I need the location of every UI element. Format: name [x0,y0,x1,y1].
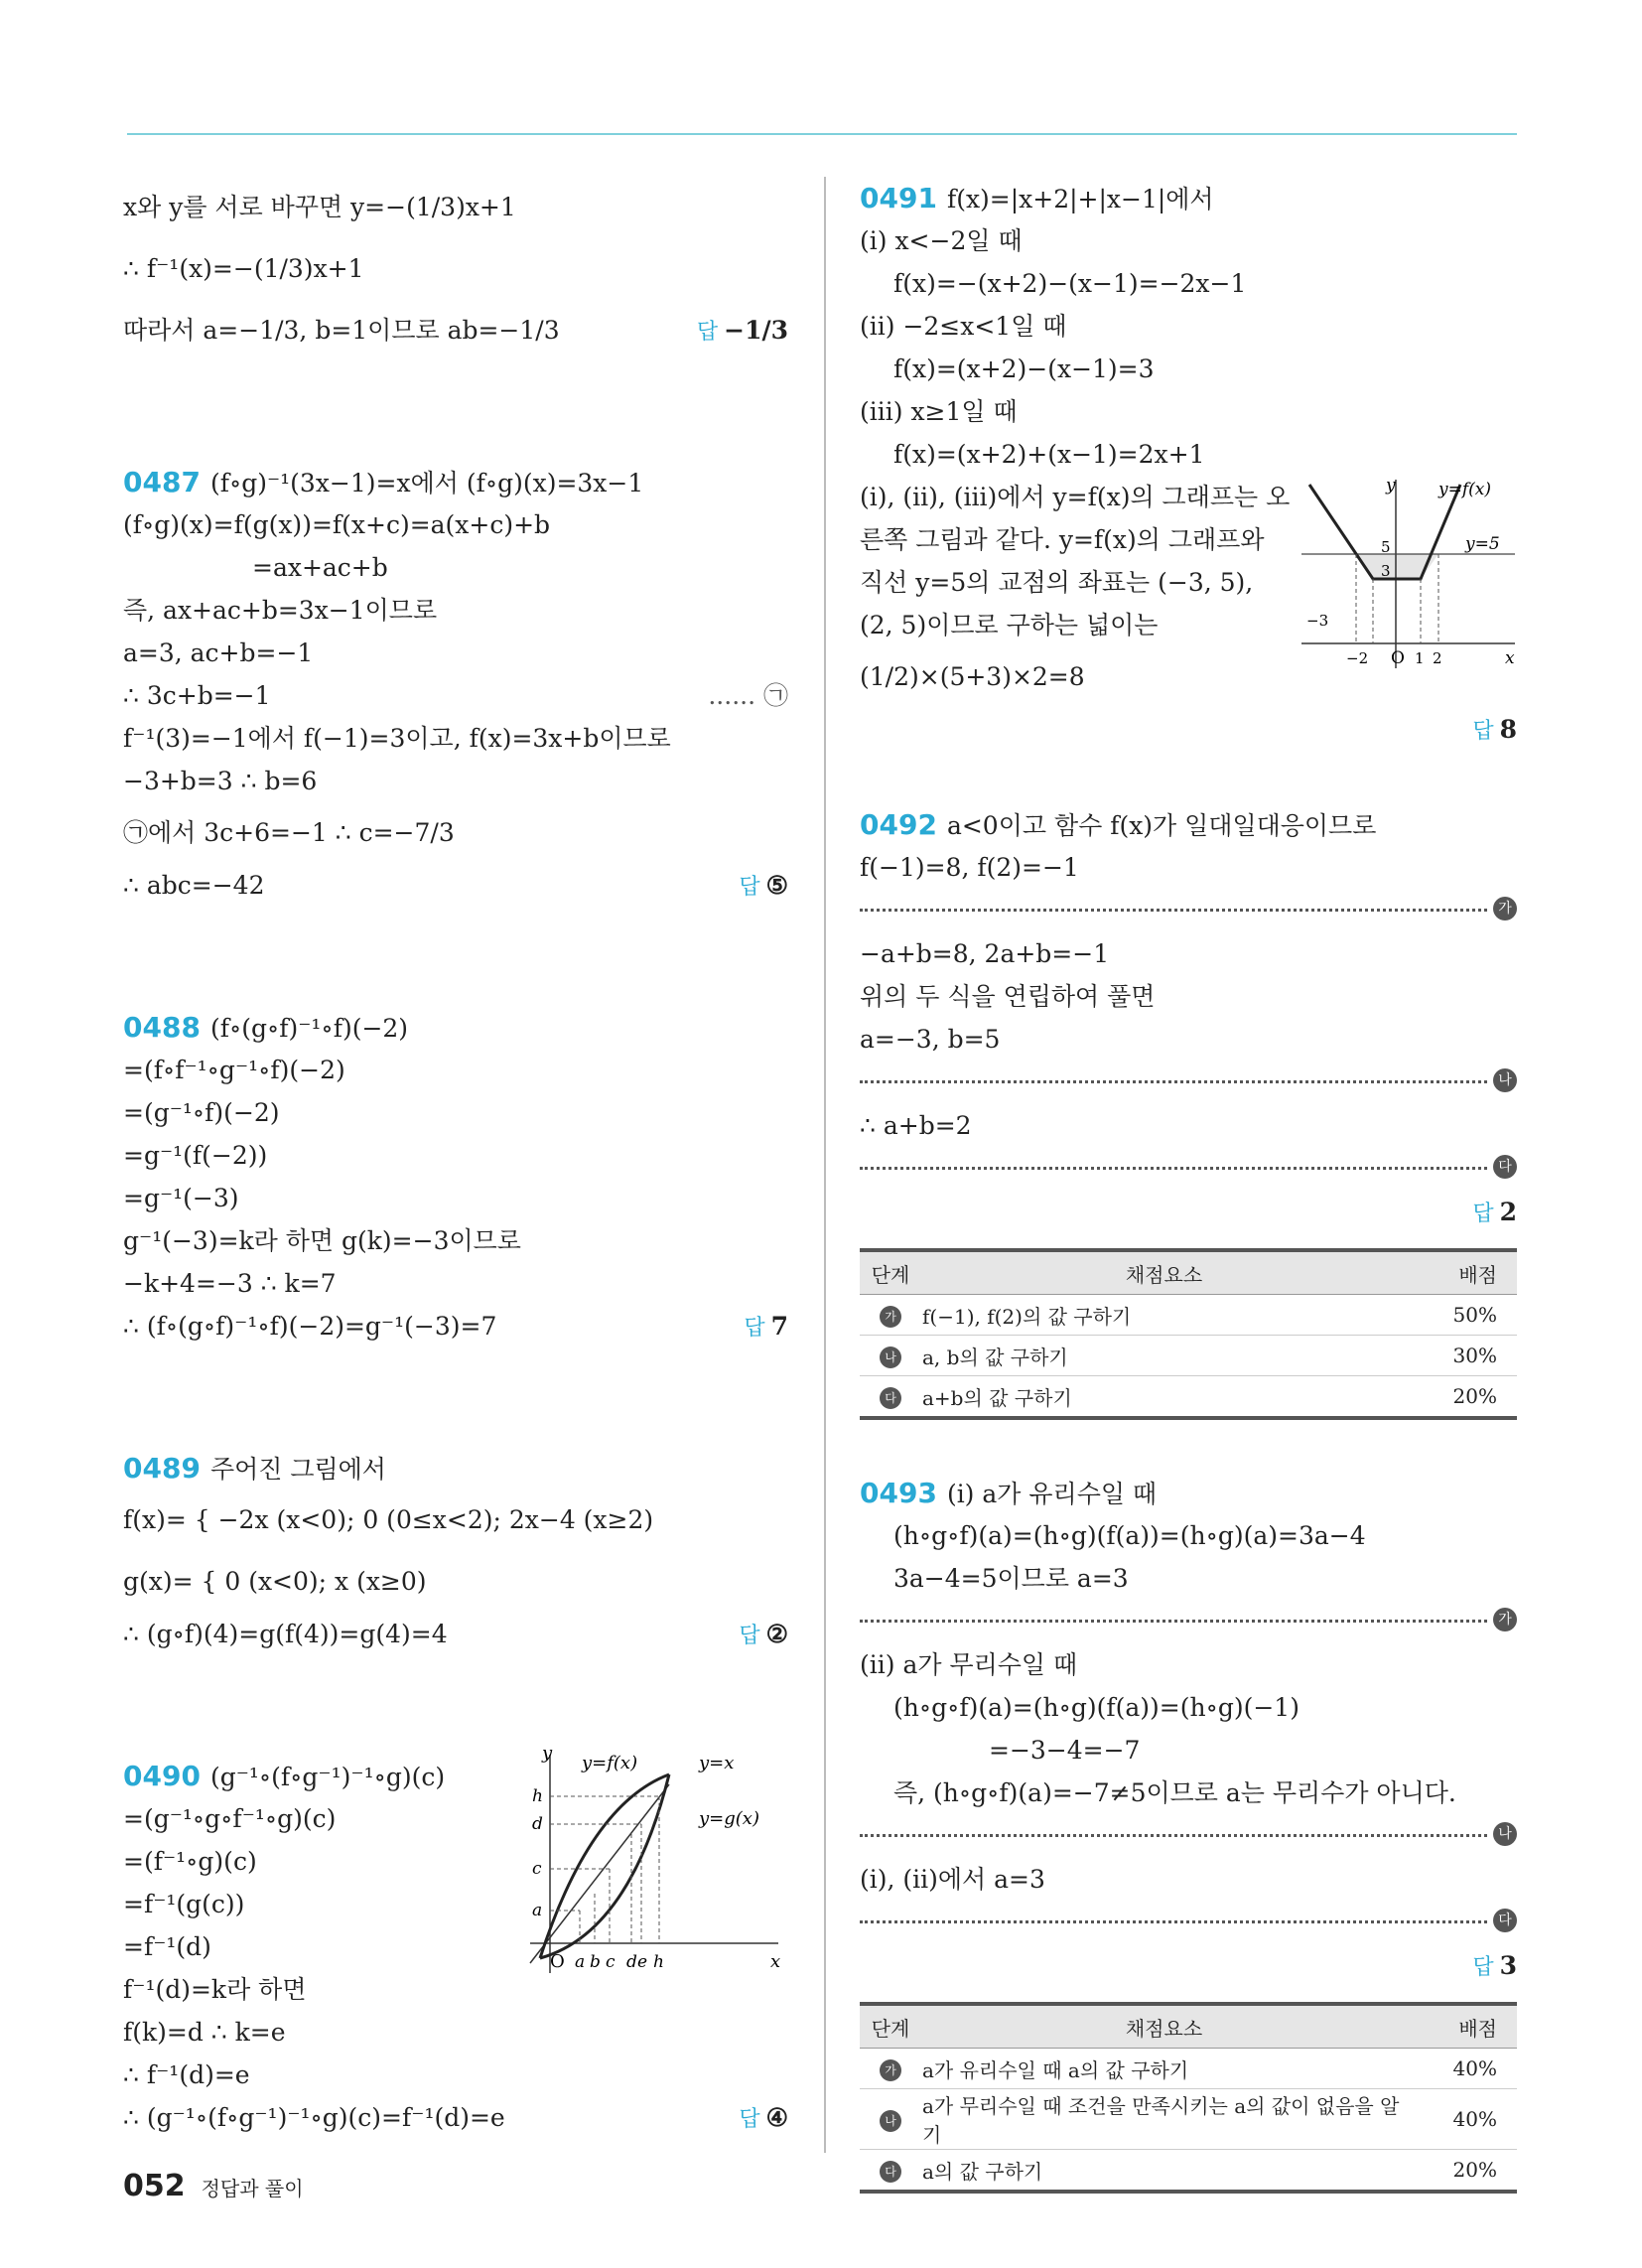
answer-value: −1/3 [724,316,788,345]
step-separator [860,1061,1517,1104]
solution-line: f(k)=d ∴ k=e [123,2018,286,2047]
answer: 답 2 [1472,1198,1517,1226]
graph-490 [520,1745,788,1983]
answer: 답 ⑤ [739,871,788,900]
table-cell: f(−1), f(2)의 값 구하기 [921,1295,1407,1336]
problem-number: 0487 [123,466,201,498]
table-header: 배점 [1407,1250,1517,1295]
x-axis-label: x [770,1951,781,1972]
step-badge: 다 [880,2161,901,2183]
solution-line: (2, 5)이므로 구하는 넓이는 [860,611,1159,639]
x-tick: d [626,1952,637,1972]
y-axis-label: y [1386,476,1396,496]
step-badge: 가 [1493,1608,1517,1631]
table-header: 단계 [860,1250,921,1295]
y-tick: d [532,1814,543,1834]
solution-line: f(x)=(x+2)+(x−1)=2x+1 [893,440,1205,469]
equation-mark: ...... ㉠ [708,681,788,710]
step-badge: 나 [880,1347,901,1368]
step-badge: 다 [1493,1155,1517,1179]
piecewise-f: f(x)= { −2x (x<0); 0 (0≤x<2); 2x−4 (x≥2) [123,1505,654,1534]
step-separator [860,1814,1517,1858]
problem-492-header: 0492 a<0이고 함수 f(x)가 일대일대응이므로 [860,808,1377,841]
x-tick: h [653,1952,664,1972]
answer: 답 7 [744,1312,788,1341]
x-tick: 2 [1433,649,1442,667]
table-header: 단계 [860,2004,921,2049]
problem-490 [123,1745,788,2139]
piecewise-g: g(x)= { 0 (x<0); x (x≥0) [123,1567,427,1596]
solution-line: (iii) x≥1일 때 [860,397,1018,426]
solution-text: 따라서 a=−1/3, b=1이므로 ab=−1/3 [123,316,560,345]
solution-line: f⁻¹(3)=−1에서 f(−1)=3이고, f(x)=3x+b이므로 [123,724,671,753]
table-cell: 40% [1407,2049,1517,2089]
x-tick: 1 [1415,649,1425,667]
solution-line: =f⁻¹(g(c)) [123,1890,245,1918]
solution-line: a=−3, b=5 [860,1025,1001,1054]
solution-line: (h∘g∘f)(a)=(h∘g)(f(a))=(h∘g)(a)=3a−4 [893,1521,1366,1550]
solution-line: ∴ f⁻¹(x)=−(1/3)x+1 [123,254,364,283]
page-number: 052 [123,2169,186,2203]
table-cell: 40% [1407,2089,1517,2150]
solution-line: (h∘g∘f)(a)=(h∘g)(f(a))=(h∘g)(−1) [893,1693,1300,1722]
solution-line: (i) x<−2일 때 [860,226,1023,255]
table-row [860,1295,1517,1336]
problem-number: 0490 [123,1760,201,1792]
step-badge: 나 [1493,1822,1517,1846]
solution-line: −a+b=8, 2a+b=−1 [860,939,1110,968]
step-badge: 다 [880,1387,901,1409]
step-separator [860,1901,1517,1944]
solution-line: 3a−4=5이므로 a=3 [893,1564,1129,1593]
table-header: 채점요소 [921,2004,1407,2049]
answer: 답 ④ [739,2103,788,2132]
table-header: 채점요소 [921,1250,1407,1295]
table-row [860,2150,1517,2193]
step-badge: 다 [1493,1909,1517,1932]
solution-line: a=3, ac+b=−1 [123,638,314,667]
f-curve-label: y=f(x) [582,1753,638,1773]
solution-line: 즉, (h∘g∘f)(a)=−7≠5이므로 a는 무리수가 아니다. [893,1778,1456,1807]
table-cell: a가 무리수일 때 조건을 만족시키는 a의 값이 없음을 알기 [921,2089,1407,2150]
yx-line-label: y=x [699,1753,735,1773]
solution-line: ㉠에서 3c+6=−1 ∴ c=−7/3 [123,818,455,847]
solution-line: 직선 y=5의 교점의 좌표는 (−3, 5), [860,568,1254,597]
solution-line: =g⁻¹(f(−2)) [123,1141,268,1170]
solution-line: 른쪽 그림과 같다. y=f(x)의 그래프와 [860,525,1265,554]
step-badge: 나 [1493,1068,1517,1092]
step-separator [860,1147,1517,1191]
solution-line: f⁻¹(d)=k라 하면 [123,1975,307,2004]
scoring-table [860,1248,1517,1420]
y-tick: c [532,1859,542,1879]
left-column [123,177,788,2139]
x-tick: c [606,1952,616,1972]
solution-line: ∴ 3c+b=−1 ...... ㉠ [123,674,788,717]
answer-label: 답 [696,320,719,345]
x-tick: −3 [1306,612,1329,630]
origin-label: O [550,1951,565,1972]
solution-line: =g⁻¹(−3) [123,1184,239,1212]
table-cell: 20% [1407,1376,1517,1419]
solution-line: ∴ (g⁻¹∘(f∘g⁻¹)⁻¹∘g)(c)=f⁻¹(d)=e 답 ④ [123,2096,788,2139]
solution-line: =f⁻¹(d) [123,1932,211,1961]
solution-line: −3+b=3 ∴ b=6 [123,767,318,795]
table-cell: 30% [1407,1336,1517,1376]
problem-number: 0493 [860,1477,937,1509]
table-cell: a의 값 구하기 [921,2150,1407,2193]
solution-line: f(x)=(x+2)−(x−1)=3 [893,354,1155,383]
problem-488-header: 0488 (f∘(g∘f)⁻¹∘f)(−2) [123,1011,409,1044]
page-footer [123,2169,304,2203]
line-y-eq-x [530,1784,669,1963]
x-tick: −2 [1346,649,1369,667]
table-cell: 20% [1407,2150,1517,2193]
x-tick: b [590,1952,601,1972]
table-cell: 50% [1407,1295,1517,1336]
step-badge: 가 [1493,897,1517,921]
solution-line: f(x)=−(x+2)−(x−1)=−2x−1 [893,269,1247,298]
column-divider [824,177,826,2153]
answer-row [860,1944,1517,1988]
solution-line: =(g⁻¹∘g∘f⁻¹∘g)(c) [123,1804,337,1833]
problem-493-header: 0493 (i) a가 유리수일 때 [860,1477,1158,1509]
problem-491 [860,177,1517,752]
answer: 답 3 [1472,1951,1517,1980]
solution-line: (i), (ii)에서 a=3 [860,1865,1045,1894]
solution-line: ∴ (g∘f)(4)=g(f(4))=g(4)=4 답 ② [123,1613,788,1655]
step-separator [860,1600,1517,1643]
problem-491-header: 0491 f(x)=|x+2|+|x−1|에서 [860,182,1214,214]
problem-490-header: 0490 (g⁻¹∘(f∘g⁻¹)⁻¹∘g)(c) [123,1760,446,1792]
table-row [860,1336,1517,1376]
answer: 답 8 [1472,715,1517,744]
f-graph-label: y=f(x) [1438,480,1491,499]
solution-line: (ii) −2≤x<1일 때 [860,312,1067,341]
problem-489-header: 0489 주어진 그림에서 [123,1452,386,1485]
y-tick: h [532,1786,543,1806]
problem-number: 0489 [123,1452,201,1485]
x-tick: e [637,1952,648,1972]
x-axis-label: x [1505,648,1515,668]
solution-line: =(f⁻¹∘g)(c) [123,1847,257,1876]
table-row [860,2089,1517,2150]
y-tick: a [532,1901,543,1920]
solution-line: −k+4=−3 ∴ k=7 [123,1269,337,1298]
step-badge: 가 [880,2059,901,2081]
top-rule [127,133,1517,135]
solution-line: ∴ a+b=2 [860,1111,972,1140]
problem-number: 0488 [123,1011,201,1044]
solution-line [123,300,788,361]
solution-line: x와 y를 서로 바꾸면 y=−(1/3)x+1 [123,193,516,221]
table-cell: a가 유리수일 때 a의 값 구하기 [921,2049,1407,2089]
answer: 답 ② [739,1620,788,1648]
graph-491 [1301,475,1520,673]
solution-line: =(f∘f⁻¹∘g⁻¹∘f)(−2) [123,1056,345,1084]
step-badge: 나 [880,2110,901,2132]
answer-row [860,1191,1517,1234]
solution-line: =(g⁻¹∘f)(−2) [123,1098,280,1127]
solution-line: (1/2)×(5+3)×2=8 [860,662,1085,691]
problem-number: 0492 [860,808,937,841]
solution-line: f(−1)=8, f(2)=−1 [860,853,1079,882]
step-separator [860,889,1517,932]
solution-line: ∴ abc=−42 답 ⑤ [123,864,788,907]
x-tick: a [575,1952,586,1972]
table-row [860,1376,1517,1419]
problem-number: 0491 [860,182,937,214]
table-header: 배점 [1407,2004,1517,2049]
solution-line: 위의 두 식을 연립하여 풀면 [860,982,1156,1011]
y-tick: 5 [1381,538,1391,556]
y-tick: 3 [1381,562,1391,580]
solution-line: =ax+ac+b [252,553,388,582]
footer-title: 정답과 풀이 [201,2177,304,2200]
step-badge: 가 [880,1306,901,1328]
solution-line: =−3−4=−7 [989,1736,1141,1765]
y-axis-label: y [542,1745,553,1764]
scoring-table [860,2002,1517,2194]
g-curve-label: y=g(x) [699,1808,759,1829]
solution-line: g⁻¹(−3)=k라 하면 g(k)=−3이므로 [123,1226,521,1255]
origin-label: O [1391,648,1405,668]
solution-line: (ii) a가 무리수일 때 [860,1650,1078,1679]
solution-line: ∴ (f∘(g∘f)⁻¹∘f)(−2)=g⁻¹(−3)=7 답 7 [123,1305,788,1347]
table-cell: a+b의 값 구하기 [921,1376,1407,1419]
answer [697,300,788,363]
right-column [860,177,1517,2194]
answer-row [860,708,1517,752]
table-cell: a, b의 값 구하기 [921,1336,1407,1376]
solution-line: 즉, ax+ac+b=3x−1이므로 [123,596,438,625]
solution-line: (f∘g)(x)=f(g(x))=f(x+c)=a(x+c)+b [123,510,551,539]
problem-487-header: 0487 (f∘g)⁻¹(3x−1)=x에서 (f∘g)(x)=3x−1 [123,466,644,498]
table-row [860,2049,1517,2089]
solution-line: (i), (ii), (iii)에서 y=f(x)의 그래프는 오 [860,483,1291,511]
line-label: y=5 [1465,534,1500,554]
solution-line: ∴ f⁻¹(d)=e [123,2060,250,2089]
